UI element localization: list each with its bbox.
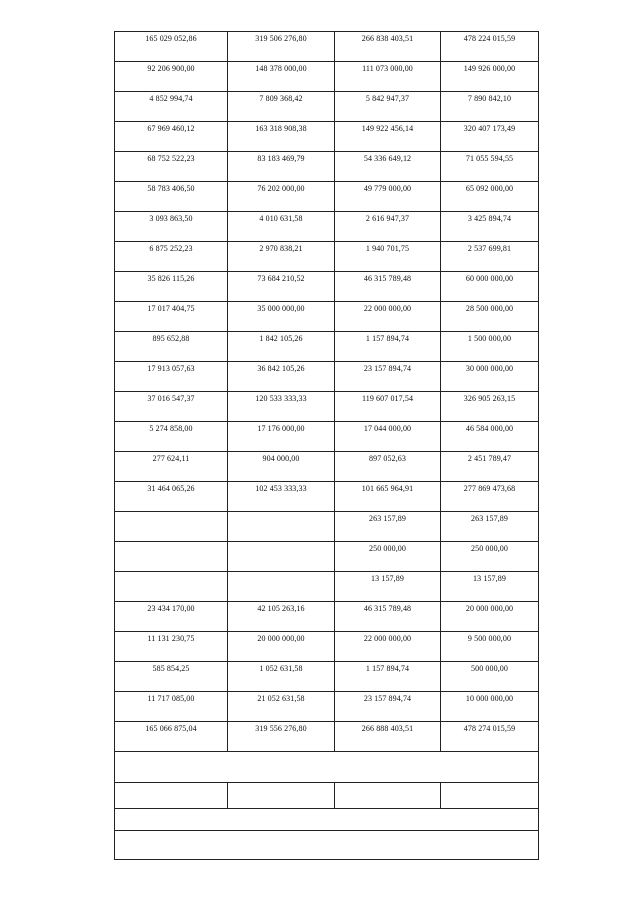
table-cell — [228, 212, 335, 242]
cell-value: 478 274 015,59 — [463, 724, 516, 733]
cell-value: 5 274 858,00 — [149, 424, 193, 433]
table-cell — [115, 572, 228, 602]
table-cell — [228, 482, 335, 512]
table-cell — [115, 212, 228, 242]
table-row — [115, 602, 539, 632]
table-row — [115, 152, 539, 182]
cell-value — [228, 512, 334, 513]
cell-value: 37 016 547,37 — [147, 394, 195, 403]
cell-value: 111 073 000,00 — [362, 64, 413, 73]
cell-value: 11 131 230,75 — [147, 634, 195, 643]
table-row — [115, 122, 539, 152]
cell-value: 20 000 000,00 — [465, 604, 514, 613]
table-cell-empty — [115, 809, 539, 831]
cell-value: 17 044 000,00 — [363, 424, 412, 433]
table-cell — [335, 332, 441, 362]
table-row — [115, 512, 539, 542]
table-body — [115, 32, 539, 752]
table-cell — [115, 122, 228, 152]
cell-value: 4 010 631,58 — [259, 214, 303, 223]
table-cell — [441, 512, 539, 542]
cell-value: 148 378 000,00 — [255, 64, 307, 73]
table-cell — [228, 152, 335, 182]
table-cell — [228, 92, 335, 122]
table-cell — [335, 92, 441, 122]
table-row — [115, 302, 539, 332]
table-cell — [441, 152, 539, 182]
table-cell — [335, 602, 441, 632]
table-cell — [115, 362, 228, 392]
table-cell — [228, 542, 335, 572]
cell-value: 5 842 947,37 — [365, 94, 410, 103]
table-cell — [228, 122, 335, 152]
cell-value: 67 969 460,12 — [147, 124, 195, 133]
table-cell — [441, 62, 539, 92]
cell-value: 76 202 000,00 — [257, 184, 305, 193]
table-cell — [335, 62, 441, 92]
table-cell — [335, 632, 441, 662]
cell-value: 263 157,89 — [369, 514, 406, 523]
table-cell — [441, 572, 539, 602]
table-cell — [115, 692, 228, 722]
cell-value: 319 556 276,80 — [255, 724, 307, 733]
table-row — [115, 422, 539, 452]
table-cell — [115, 392, 228, 422]
cell-value: 326 905 263,15 — [463, 394, 516, 403]
table-row — [115, 182, 539, 212]
cell-value: 1 842 105,26 — [259, 334, 303, 343]
table-cell — [335, 572, 441, 602]
cell-value: 1 940 701,75 — [365, 244, 410, 253]
table-cell — [335, 242, 441, 272]
cell-value: 73 684 210,52 — [257, 274, 305, 283]
cell-value: 49 779 000,00 — [363, 184, 412, 193]
table-cell — [441, 662, 539, 692]
table-cell — [335, 722, 441, 752]
table-row — [115, 572, 539, 602]
table-cell — [441, 362, 539, 392]
table-cell — [441, 92, 539, 122]
table-cell — [228, 272, 335, 302]
table-cell — [335, 182, 441, 212]
table-cell — [115, 152, 228, 182]
table-row — [115, 62, 539, 92]
cell-value: 895 652,88 — [152, 334, 190, 343]
cell-value: 1 157 894,74 — [365, 334, 410, 343]
table-cell — [115, 662, 228, 692]
cell-value: 904 000,00 — [262, 454, 300, 463]
cell-value: 102 453 333,33 — [255, 484, 307, 493]
table-cell — [228, 332, 335, 362]
cell-value: 4 852 994,74 — [149, 94, 193, 103]
cell-value — [115, 512, 227, 513]
table-cell — [228, 422, 335, 452]
cell-value: 266 838 403,51 — [361, 34, 414, 43]
table-cell — [115, 632, 228, 662]
cell-value: 46 315 789,48 — [363, 604, 412, 613]
table-cell-empty — [115, 831, 539, 860]
table-cell — [335, 662, 441, 692]
cell-value: 266 888 403,51 — [361, 724, 414, 733]
table-row — [115, 32, 539, 62]
cell-value — [228, 572, 334, 573]
table-row — [115, 272, 539, 302]
cell-value: 17 913 057,63 — [147, 364, 195, 373]
cell-value: 120 533 333,33 — [255, 394, 307, 403]
table-cell — [228, 392, 335, 422]
cell-value: 46 584 000,00 — [465, 424, 514, 433]
document-page — [114, 31, 538, 860]
table-cell-empty — [115, 783, 228, 809]
table-cell — [441, 632, 539, 662]
cell-value: 250 000,00 — [471, 544, 508, 553]
table-cell — [441, 602, 539, 632]
cell-value: 83 183 469,79 — [257, 154, 305, 163]
cell-value: 320 407 173,49 — [463, 124, 516, 133]
table-cell — [228, 452, 335, 482]
table-cell-empty — [115, 752, 539, 783]
table-row — [115, 392, 539, 422]
table-cell — [228, 602, 335, 632]
cell-value: 7 809 368,42 — [259, 94, 303, 103]
table-cell — [115, 482, 228, 512]
table-row-empty — [115, 783, 539, 809]
table-cell — [335, 512, 441, 542]
table-cell — [335, 302, 441, 332]
table-row — [115, 452, 539, 482]
table-cell — [335, 542, 441, 572]
cell-value: 7 890 842,10 — [467, 94, 512, 103]
table-cell — [115, 542, 228, 572]
table-cell — [335, 692, 441, 722]
cell-value: 31 464 065,26 — [147, 484, 195, 493]
table-row — [115, 542, 539, 572]
cell-value: 277 624,11 — [152, 454, 190, 463]
table-cell — [335, 392, 441, 422]
cell-value: 58 783 406,50 — [147, 184, 195, 193]
table-cell — [441, 272, 539, 302]
table-cell — [335, 122, 441, 152]
table-row — [115, 722, 539, 752]
table-cell — [115, 422, 228, 452]
cell-value: 897 052,63 — [369, 454, 406, 463]
cell-value: 478 224 015,59 — [463, 34, 516, 43]
table-cell — [228, 572, 335, 602]
table-cell — [228, 182, 335, 212]
table-row — [115, 632, 539, 662]
table-cell — [441, 542, 539, 572]
table-cell — [228, 512, 335, 542]
table-cell — [228, 692, 335, 722]
cell-value: 2 616 947,37 — [365, 214, 410, 223]
table-cell — [228, 62, 335, 92]
cell-value — [115, 572, 227, 573]
cell-value: 2 451 789,47 — [467, 454, 512, 463]
table-cell — [441, 482, 539, 512]
cell-value — [115, 542, 227, 543]
cell-value: 35 826 115,26 — [147, 274, 195, 283]
cell-value: 42 105 263,16 — [257, 604, 305, 613]
cell-value: 54 336 649,12 — [363, 154, 412, 163]
table-cell — [115, 602, 228, 632]
cell-value: 23 434 170,00 — [147, 604, 195, 613]
table-row — [115, 362, 539, 392]
cell-value: 13 157,89 — [473, 574, 506, 583]
table-cell — [335, 272, 441, 302]
table-row-empty-merged — [115, 752, 539, 783]
table-cell — [228, 302, 335, 332]
table-cell — [228, 632, 335, 662]
cell-value: 263 157,89 — [471, 514, 508, 523]
table-cell — [228, 662, 335, 692]
cell-value: 30 000 000,00 — [465, 364, 514, 373]
cell-value: 250 000,00 — [369, 544, 406, 553]
table-row — [115, 212, 539, 242]
cell-value: 68 752 522,23 — [147, 154, 195, 163]
cell-value: 165 029 052,86 — [145, 34, 197, 43]
table-cell — [335, 362, 441, 392]
table-row — [115, 482, 539, 512]
table-cell — [115, 62, 228, 92]
cell-value: 92 206 900,00 — [147, 64, 195, 73]
financial-table — [114, 31, 539, 860]
cell-value: 119 607 017,54 — [361, 394, 414, 403]
table-cell — [441, 722, 539, 752]
table-cell — [441, 422, 539, 452]
cell-value: 1 052 631,58 — [259, 664, 303, 673]
table-row — [115, 692, 539, 722]
cell-value: 13 157,89 — [371, 574, 404, 583]
cell-value: 20 000 000,00 — [257, 634, 305, 643]
cell-value: 23 157 894,74 — [363, 364, 412, 373]
table-cell — [441, 182, 539, 212]
cell-value: 1 157 894,74 — [365, 664, 410, 673]
table-cell — [441, 302, 539, 332]
cell-value: 22 000 000,00 — [363, 304, 412, 313]
cell-value: 585 854,25 — [152, 664, 190, 673]
table-cell — [441, 452, 539, 482]
cell-value: 3 425 894,74 — [467, 214, 512, 223]
table-cell — [115, 332, 228, 362]
cell-value: 60 000 000,00 — [465, 274, 514, 283]
table-cell — [335, 32, 441, 62]
table-cell — [228, 32, 335, 62]
cell-value: 65 092 000,00 — [465, 184, 514, 193]
cell-value: 35 000 000,00 — [257, 304, 305, 313]
cell-value: 2 537 699,81 — [467, 244, 512, 253]
table-cell — [441, 242, 539, 272]
table-cell — [335, 482, 441, 512]
table-cell — [115, 512, 228, 542]
table-cell — [115, 722, 228, 752]
cell-value: 6 875 252,23 — [149, 244, 193, 253]
cell-value: 149 922 456,14 — [361, 124, 414, 133]
table-cell — [115, 302, 228, 332]
cell-value: 36 842 105,26 — [257, 364, 305, 373]
table-cell — [115, 182, 228, 212]
table-cell — [228, 722, 335, 752]
cell-value: 319 506 276,80 — [255, 34, 307, 43]
cell-value: 277 869 473,68 — [463, 484, 516, 493]
table-cell — [115, 452, 228, 482]
table-cell-empty — [228, 783, 335, 809]
cell-value: 22 000 000,00 — [363, 634, 412, 643]
table-footer — [115, 752, 539, 860]
cell-value: 21 052 631,58 — [257, 694, 305, 703]
cell-value: 2 970 838,21 — [259, 244, 303, 253]
cell-value: 17 017 404,75 — [147, 304, 195, 313]
table-cell — [441, 332, 539, 362]
table-cell-empty — [335, 783, 441, 809]
cell-value: 101 665 964,91 — [361, 484, 414, 493]
table-row-empty-merged — [115, 809, 539, 831]
cell-value: 46 315 789,48 — [363, 274, 412, 283]
table-cell — [228, 242, 335, 272]
cell-value: 163 318 908,38 — [255, 124, 307, 133]
table-cell — [441, 692, 539, 722]
cell-value: 500 000,00 — [471, 664, 508, 673]
cell-value: 28 500 000,00 — [465, 304, 514, 313]
table-row — [115, 332, 539, 362]
cell-value — [228, 542, 334, 543]
table-cell — [115, 92, 228, 122]
table-cell — [335, 452, 441, 482]
table-cell — [441, 32, 539, 62]
table-row — [115, 242, 539, 272]
table-row — [115, 662, 539, 692]
table-cell — [228, 362, 335, 392]
cell-value: 10 000 000,00 — [465, 694, 514, 703]
table-cell — [115, 32, 228, 62]
cell-value: 17 176 000,00 — [257, 424, 305, 433]
cell-value: 3 093 863,50 — [149, 214, 193, 223]
table-cell — [335, 422, 441, 452]
table-cell — [115, 242, 228, 272]
cell-value: 23 157 894,74 — [363, 694, 412, 703]
cell-value: 9 500 000,00 — [467, 634, 512, 643]
cell-value: 165 066 875,04 — [145, 724, 197, 733]
cell-value: 11 717 085,00 — [147, 694, 195, 703]
cell-value: 149 926 000,00 — [463, 64, 516, 73]
table-cell-empty — [441, 783, 539, 809]
table-row-empty-merged — [115, 831, 539, 860]
table-cell — [335, 212, 441, 242]
table-cell — [441, 122, 539, 152]
table-row — [115, 92, 539, 122]
cell-value: 71 055 594,55 — [465, 154, 514, 163]
cell-value: 1 500 000,00 — [467, 334, 512, 343]
table-cell — [115, 272, 228, 302]
table-cell — [335, 152, 441, 182]
table-cell — [441, 392, 539, 422]
table-cell — [441, 212, 539, 242]
